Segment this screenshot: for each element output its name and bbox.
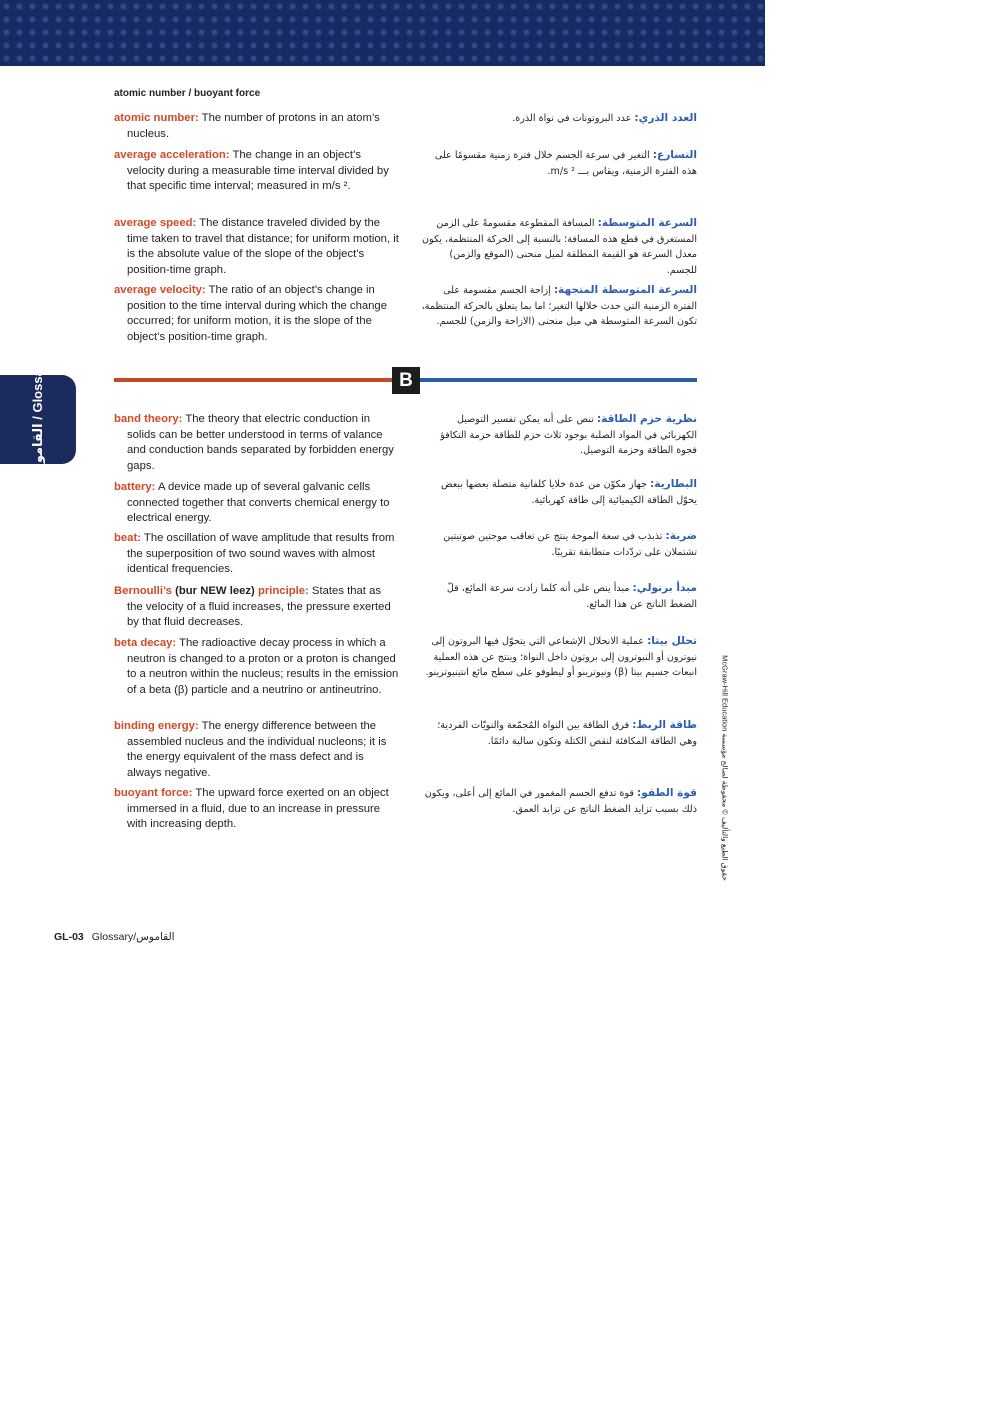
ar-term: السرعة المتوسطة: [597, 217, 697, 229]
ar-term: العدد الذري: [634, 112, 697, 124]
en-definition [114, 719, 399, 781]
ar-definition [420, 718, 697, 749]
ar-term: التسارع: [652, 149, 697, 161]
ar-def: جهاز مكوّن من عدة خلايا كلفانية متصلة بعضها ببعض يحوّل الطاقة الكيميائية إلى طاقة كهربائية. [440, 479, 697, 506]
en-definition [114, 786, 399, 833]
ar-def: تنص على أنه يمكن تفسير التوصيل الكهربائي في المواد الصلبة بوجود ثلاث حزم للطاقة حزمة التكافؤ فجوة الطاقة وحزمة التوصيل. [440, 414, 697, 457]
ar-def: إزاحة الجسم مقسومة على الفترة الزمنية التي حدث خلالها التغير؛ اما بما يتعلق بالحركة المنتظمة، تكون السرعة المتوسطة هي ميل منحنى (الازاحة والزمن) للجسم. [421, 285, 697, 328]
ar-definition [420, 111, 697, 127]
en-definition [114, 412, 399, 474]
en-definition [114, 148, 399, 195]
ar-def: تذبذب في سعة الموجة ينتج عن تعاقب موجتين صوتيتين تشتملان على تردّدات متطابقة تقريبًا. [443, 531, 697, 558]
ar-term: ضربة: [665, 530, 697, 542]
copyright-notice: McGraw-Hill Education حقوق الطبع والتأليف © محفوظة لصالح مؤسسة [720, 655, 730, 881]
ar-term: طاقة الربط: [632, 719, 697, 731]
en-def: The energy difference between the assembled nucleus and the individual nucleons; it is the energy equivalent of the mass defect and is always negative. [127, 720, 387, 779]
en-term: atomic number: [114, 112, 199, 124]
en-definition [114, 531, 399, 578]
ar-definition [420, 581, 697, 612]
ar-term: نظرية حزم الطاقة: [596, 413, 697, 425]
en-def: The ratio of an object’s change in position to the time interval during which the change occurred; for uniform motion, it is the slope of the object’s position-time graph. [127, 284, 387, 343]
en-term: band theory: [114, 413, 183, 425]
en-term: beta decay: [114, 637, 177, 649]
en-term: average velocity: [114, 284, 206, 296]
en-def: The distance traveled divided by the time taken to travel that distance; for uniform motion, it is the absolute value of the slope of the object’s position-time graph. [127, 217, 399, 276]
ar-definition [420, 634, 697, 681]
en-term-continued: principle: [257, 585, 309, 597]
en-definition [114, 216, 399, 278]
ar-term: البطارية: [650, 478, 697, 490]
en-term: beat: [114, 532, 141, 544]
ar-def: التغير في سرعة الجسم خلال فترة زمنية مقسومًا على هذه الفترة الزمنية، ويقاس بـــ m/s ². [434, 150, 697, 177]
ar-definition [420, 529, 697, 560]
ar-term: مبدأ برنولي: [632, 582, 697, 594]
en-term: average speed: [114, 217, 197, 229]
en-def: The radioactive decay process in which a neutron is changed to a proton or a proton is changed to a neutron within the nucleus; results in the emission of a beta (β) particle and a neutrino or antineutrino. [127, 637, 399, 696]
en-pronunciation: (bur NEW leez) [171, 585, 258, 597]
section-letter: B [392, 367, 420, 394]
ar-def: عملية الانحلال الإشعاعي التي يتحوّل فيها البروتون إلى نيوترون أو النيوترون إلى بروتون داخل النواة؛ وينتج عن هذه العملية انبعاث جسيم بيتا (β) ونيوترينو أو ليطوفو على سطح مائع انتينيوترينو. [425, 636, 697, 679]
ar-definition [420, 786, 697, 817]
footer-label: Glossary/القاموس [91, 931, 175, 943]
en-definition [114, 480, 399, 527]
ar-term: السرعة المتوسطة المتجهة: [553, 284, 697, 296]
en-term: Bernoulli’s [114, 585, 172, 597]
en-def: A device made up of several galvanic cells connected together that converts chemical energy to electrical energy. [127, 481, 390, 525]
section-divider-right [420, 378, 697, 382]
en-term: battery: [114, 481, 156, 493]
ar-definition [420, 216, 697, 278]
ar-term: تحلل بيتا: [647, 635, 697, 647]
en-def: The number of protons in an atom’s nucleus. [127, 112, 380, 140]
en-definition [114, 111, 399, 142]
ar-term: قوة الطفو: [637, 787, 697, 799]
en-def: The oscillation of wave amplitude that results from the superposition of two sound waves with almost identical frequencies. [127, 532, 395, 576]
ar-def: فرق الطاقة بين النواة المُجمّعة والنويّات الفردية؛ وهي الطاقة المكافئة لنقص الكتلة وتكون سالبة دائمًا. [437, 720, 697, 747]
ar-def: عدد البروتونات في نواة الذرة. [512, 113, 635, 124]
ar-def: المسافة المقطوعة مقسومةً على الزمن المستغرق في قطع هذه المسافة؛ بالنسبة إلى الحركة المنتظمة، يكون معدل السرعة هو القيمة المطلقة لميل منحنى (الموقع والزمن) للجسم. [422, 218, 697, 276]
glossary-side-tab [0, 356, 76, 482]
en-term: average acceleration: [114, 149, 230, 161]
ar-definition [420, 412, 697, 459]
page-footer [54, 931, 175, 943]
running-head: atomic number / buoyant force [114, 88, 261, 99]
en-definition [114, 636, 399, 698]
en-def: The upward force exerted on an object immersed in a fluid, due to an increase in pressure with increasing depth. [127, 787, 389, 831]
en-definition [114, 283, 399, 345]
ar-definition [420, 477, 697, 508]
side-tab-label: القاموس / Glossary [30, 356, 45, 482]
en-def: States that as the velocity of a fluid increases, the pressure exerted by that fluid decreases. [127, 585, 391, 629]
en-term: buoyant force: [114, 787, 193, 799]
en-definition [114, 584, 399, 631]
en-def: The change in an object’s velocity during a measurable time interval divided by that specific time interval; measured in m/s ². [127, 149, 389, 193]
en-def: The theory that electric conduction in solids can be better understood in terms of valance and conduction bands separated by forbidden energy gaps. [127, 413, 394, 472]
ar-definition [420, 148, 697, 179]
header-banner [0, 0, 765, 66]
page-number: GL-03 [54, 931, 84, 943]
ar-definition [420, 283, 697, 330]
section-divider-left [114, 378, 392, 382]
ar-def: مبدأ ينص على أنه كلما زادت سرعة المائع، قلّ الضغط الناتج عن هذا المائع. [446, 583, 697, 610]
en-term: binding energy: [114, 720, 199, 732]
ar-def: قوة تدفع الجسم المغمور في المائع إلى أعلى، ويكون ذلك بسبب تزايد الضغط الناتج عن تزايد العمق. [424, 788, 697, 815]
